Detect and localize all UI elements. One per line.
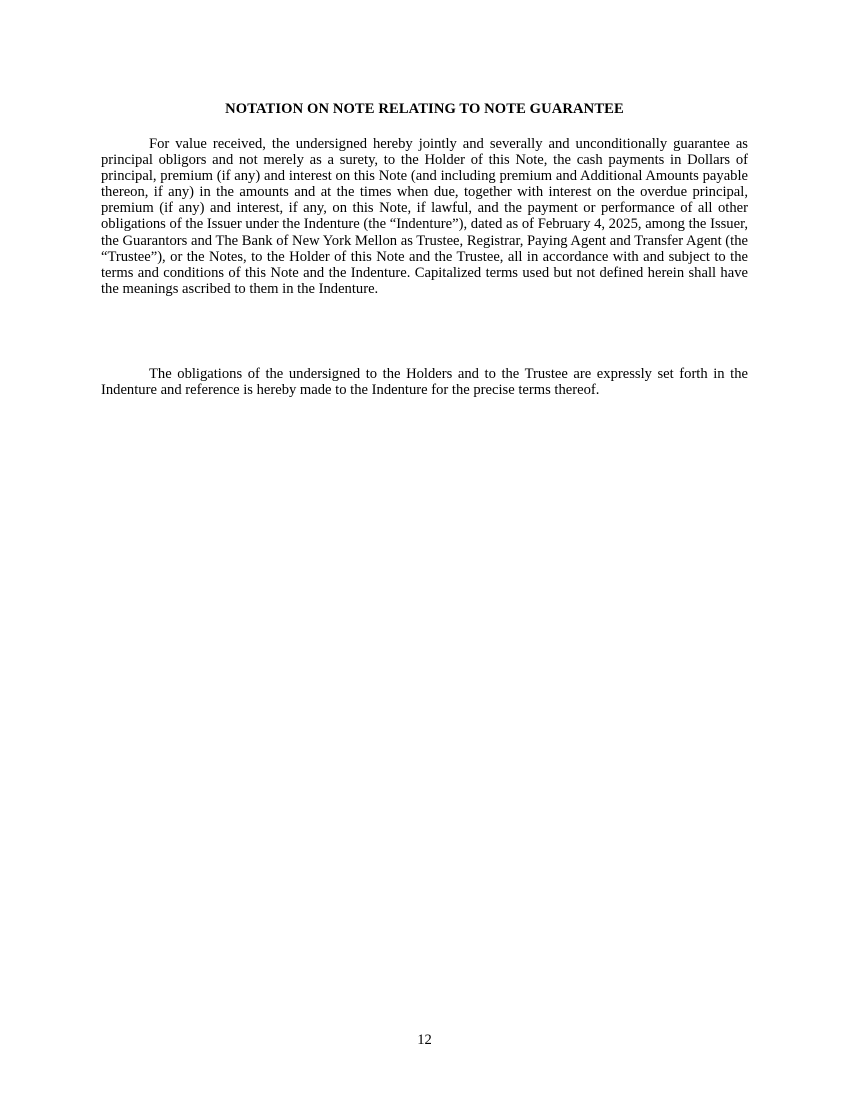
obligations-paragraph: The obligations of the undersigned to the Holders and to the Trustee are expressly set forth in the Indenture and reference is hereby made to the Indenture for the precise terms thereof.: [101, 366, 748, 399]
guarantee-paragraph: For value received, the undersigned hereby jointly and severally and unconditionally guarantee as principal obligors and not merely as a surety, to the Holder of this Note, the cash payments in Dollars of principal, premium (if any) and interest on this Note (and including premium and Additional Amounts payable thereon, if any) in the amounts and at the times when due, together with interest on the overdue principal, premium (if any) and interest, if any, on this Note, if lawful, and the payment or performance of all other obligations of the Issuer under the Indenture (the “Indenture”), dated as of February 4, 2025, among the Issuer, the Guarantors and The Bank of New York Mellon as Trustee, Registrar, Paying Agent and Transfer Agent (the “Trustee”), or the Notes, to the Holder of this Note and the Trustee, all in accordance with and subject to the terms and conditions of this Note and the Indenture. Capitalized terms used but not defined herein shall have the meanings ascribed to them in the Indenture.: [101, 136, 748, 297]
page-title: NOTATION ON NOTE RELATING TO NOTE GUARANTEE: [225, 101, 624, 117]
page-number: 12: [417, 1032, 432, 1048]
